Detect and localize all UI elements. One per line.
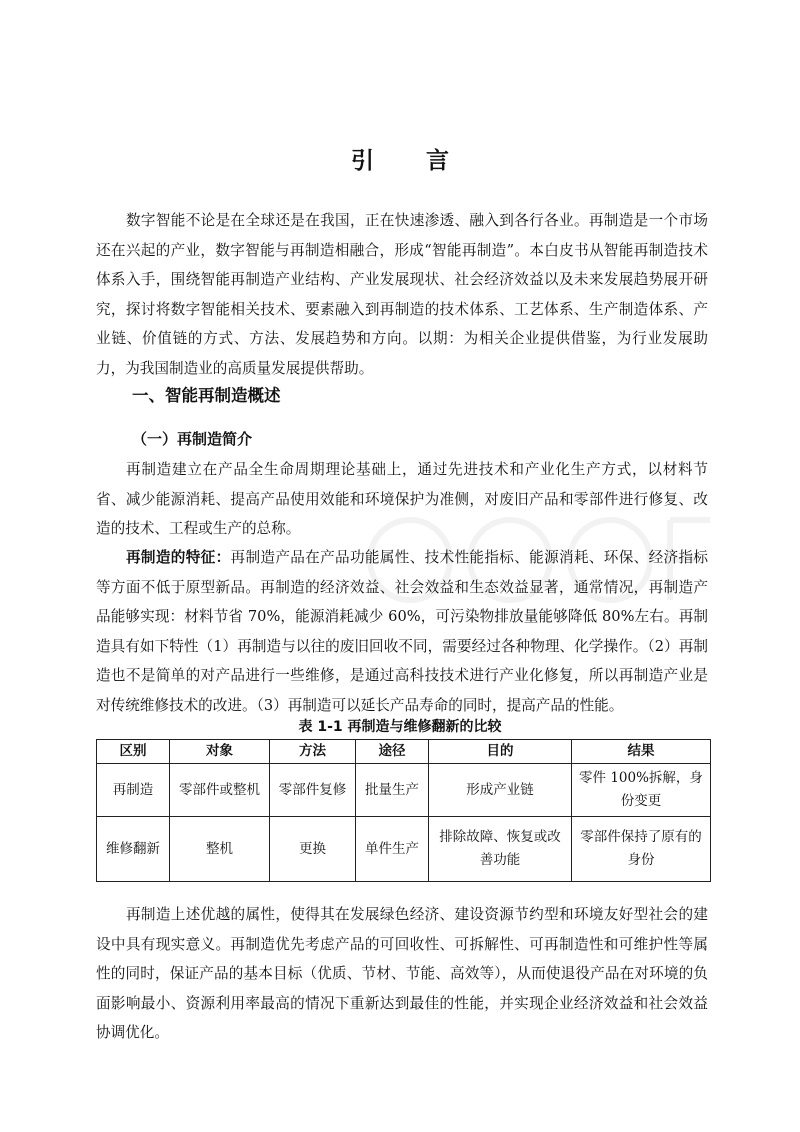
table-header-cell: 对象 — [170, 740, 270, 764]
features-lead-text: 再制造的特征： — [126, 549, 231, 566]
table-cell: 整机 — [170, 817, 270, 882]
table-header-cell: 结果 — [572, 740, 711, 764]
table-caption: 表 1-1 再制造与维修翻新的比较 — [298, 719, 502, 735]
table-cell: 再制造 — [97, 764, 170, 817]
table-row — [97, 764, 711, 817]
table-cell: 零部件复修 — [270, 764, 356, 817]
table-cell: 零部件保持了原有的身份 — [572, 817, 711, 882]
remanufacturing-definition-paragraph: 再制造建立在产品全生命周期理论基础上，通过先进技术和产业化生产方式，以材料节省、减少能源消耗、提高产品使用效能和环境保护为准侧，对废旧产品和零部件进行修复、改造的技术、工程或生产的总称。 — [96, 461, 708, 537]
table-header-cell: 区别 — [97, 740, 170, 764]
table-row — [97, 817, 711, 882]
table-cell: 单件生产 — [356, 817, 429, 882]
remanufacturing-features-paragraph — [96, 543, 708, 720]
table-cell: 批量生产 — [356, 764, 429, 817]
table-cell: 维修翻新 — [97, 817, 170, 882]
table-cell: 排除故障、恢复或改善功能 — [429, 817, 572, 882]
table-cell: 零件 100%拆解，身份变更 — [572, 764, 711, 817]
table-header-cell: 途径 — [356, 740, 429, 764]
section-heading: 一、智能再制造概述 — [132, 386, 281, 405]
subsection-heading: （一）再制造简介 — [132, 430, 253, 448]
table-header-cell: 方法 — [270, 740, 356, 764]
table-cell: 形成产业链 — [429, 764, 572, 817]
table-cell: 更换 — [270, 817, 356, 882]
comparison-table — [96, 739, 711, 882]
intro-paragraph: 数字智能不论是在全球还是在我国，正在快速渗透、融入到各行各业。再制造是一个市场还在兴起的产业，数字智能与再制造相融合，形成“智能再制造”。本白皮书从智能再制造技术体系入手，围绕智能再制造产业结构、产业发展现状、社会经济效益以及未来发展趋势展开研究，探讨将数字智能相关技术、要素融入到再制造的技术体系、工艺体系、生产制造体系、产业链、价值链的方式、方法、发展趋势和方向。以期：为相关企业提供借鉴，为行业发展助力，为我国制造业的高质量发展提供帮助。 — [96, 212, 708, 377]
table-header-cell: 目的 — [429, 740, 572, 764]
features-body-text: 再制造产品在产品功能属性、技术性能指标、能源消耗、环保、经济指标等方面不低于原型新品。再制造的经济效益、社会效益和生态效益显著，通常情况，再制造产品能够实现：材料节省 70%，能源消耗减少 60%，可污染物排放量能够降低 80%左右。再制造具有如下特性（1）再制造与以往的废旧回收不同，需要经过各种物理、化学操作。（2）再制造也不是简单的对产品进行一些维修，是通过高科技技术进行产业化修复，所以再制造产业是对传统维修技术的改进。（3）再制造可以延长产品寿命的同时，提高产品的性能。 — [96, 549, 708, 714]
table-header-row — [97, 740, 711, 764]
closing-paragraph: 再制造上述优越的属性，使得其在发展绿色经济、建设资源节约型和环境友好型社会的建设中具有现实意义。再制造优先考虑产品的可回收性、可拆解性、可再制造性和可维护性等属性的同时，保证产品的基本目标（优质、节材、节能、高效等），从而使退役产品在对环境的负面影响最小、资源利用率最高的情况下重新达到最佳的性能，并实现企业经济效益和社会效益协调优化。 — [96, 906, 708, 1041]
table-cell: 零部件或整机 — [170, 764, 270, 817]
page-title: 引 言 — [350, 148, 471, 174]
